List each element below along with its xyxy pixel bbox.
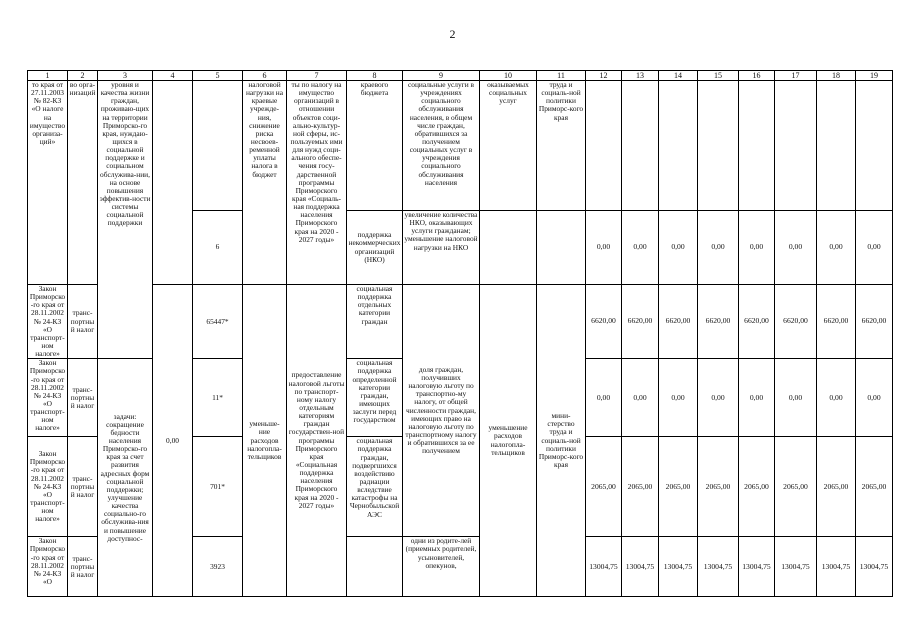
value-cell: 13004,75 [622,537,659,597]
value-cell: 0,00 [775,359,817,437]
value-cell: 2065,00 [659,437,698,537]
value-cell: 0,00 [622,359,659,437]
amount-cell: 0,00 [153,285,193,597]
col-header: 15 [698,71,739,81]
value-cell: 0,00 [586,211,622,285]
value-cell: 0,00 [659,359,698,437]
effect-cell: оказываемых социальных услуг [480,81,537,211]
value-cell: 6620,00 [698,285,739,359]
col-header: 10 [480,71,537,81]
target-cell: социальная поддержка граждан, подвергшихся воздействию радиации вследствие катастрофы на Чернобыльской АЭС [347,437,403,537]
table-row [28,81,893,211]
target-cell: социальная поддержка определенной категории граждан, имеющих заслуги перед государством [347,359,403,437]
value-cell: 13004,75 [586,537,622,597]
empty-cell [153,81,193,285]
col-header: 12 [586,71,622,81]
count-cell: 6 [193,211,243,285]
col-header: 14 [659,71,698,81]
value-cell: 2065,00 [856,437,893,537]
purpose-cell: уменьше-ние расходов налогопла-тельщиков [243,285,287,597]
value-cell: 13004,75 [698,537,739,597]
empty-cell [622,81,659,211]
col-header: 16 [739,71,775,81]
col-header: 4 [153,71,193,81]
header-row [28,71,893,81]
value-cell: 0,00 [698,359,739,437]
law-cell: то края от 27.11.2003 № 82-КЗ «О налоге на имущество организа-ций» [28,81,68,285]
law-cell: Закон Приморско-го края от 28.11.2002 № 24-КЗ «О транспорт-ном налоге» [28,285,68,359]
indicator-cell: увеличение количества НКО, оказывающих услуги гражданам; уменьшение налоговой нагрузки на НКО [403,211,480,285]
value-cell: 2065,00 [739,437,775,537]
value-cell: 0,00 [856,359,893,437]
col-header: 13 [622,71,659,81]
tax-type-cell: транс-портный налог [68,537,98,597]
col-header: 19 [856,71,893,81]
value-cell: 6620,00 [817,285,856,359]
value-cell: 6620,00 [586,285,622,359]
empty-cell [739,81,775,211]
value-cell: 2065,00 [586,437,622,537]
page-number: 2 [449,27,456,41]
value-cell: 0,00 [817,359,856,437]
value-cell: 6620,00 [739,285,775,359]
purpose-cell: налоговой нагрузки на краевые учрежде-ния, снижение риска несвоев-ременной уплаты налога в бюджет [243,81,287,285]
curator-cell: мини-стерство труда и социаль-ной политики Приморс-кого края [537,285,586,597]
goal-cell: уровня и качества жизни граждан, проживаю-щих на территории Приморско-го края, нуждаю-щихся в социальной поддержке и социальном обслужива-нии, на основе повышения эффектив-ности системы социальной поддержки [98,81,153,359]
col-header: 9 [403,71,480,81]
value-cell: 0,00 [739,359,775,437]
empty-cell [480,211,537,285]
value-cell: 6620,00 [659,285,698,359]
value-cell: 13004,75 [659,537,698,597]
value-cell: 2065,00 [698,437,739,537]
empty-cell [698,81,739,211]
empty-cell [347,537,403,597]
col-header: 6 [243,71,287,81]
tax-expenditure-table [27,70,893,597]
col-header: 7 [287,71,347,81]
task-cell: задачи: сокращение бедности населения Приморско-го края за счет развития адресных форм социальной поддержки; улучшение качества социально-го обслужива-ния и повышение доступнос- [98,359,153,597]
law-cell: Закон Приморско-го края от 28.11.2002 № 24-КЗ «О транспорт-ном налоге» [28,437,68,537]
empty-cell [775,81,817,211]
col-header: 5 [193,71,243,81]
value-cell: 13004,75 [739,537,775,597]
count-cell: 11* [193,359,243,437]
empty-cell [817,81,856,211]
indicator-cell: социальные услуги в учреждениях социального обслуживания населения, в общем числе граждан, обратившихся за получением социальных услуг в учреждения социального обслуживания населения [403,81,480,211]
value-cell: 13004,75 [817,537,856,597]
value-cell: 13004,75 [856,537,893,597]
value-cell: 0,00 [586,359,622,437]
col-header: 3 [98,71,153,81]
value-cell: 6620,00 [775,285,817,359]
value-cell: 6620,00 [856,285,893,359]
value-cell: 0,00 [739,211,775,285]
col-header: 17 [775,71,817,81]
value-cell: 2065,00 [817,437,856,537]
count-cell: 65447* [193,285,243,359]
value-cell: 2065,00 [622,437,659,537]
empty-cell [193,81,243,211]
effect-cell: уменьшение расходов налогопла-тельщиков [480,285,537,597]
program-cell: предоставление налоговой льготы по транспорт-ному налогу отдельным категориям граждан государствен-ной программы Приморского края «Социальная поддержка населения Приморского края на 2020 - 2027 годы» [287,285,347,597]
value-cell: 0,00 [659,211,698,285]
col-header: 8 [347,71,403,81]
empty-cell [659,81,698,211]
empty-cell [856,81,893,211]
tax-type-cell: во орга-низаций [68,81,98,285]
indicator-cell: доля граждан, получивших налоговую льготу по транспортно-му налогу, от общей численности граждан, имеющих право на налоговую льготу по транспортному налогу и обратившихся за ее получением [403,285,480,537]
law-cell: Закон Приморско-го края от 28.11.2002 № 24-КЗ «О транспорт-ном налоге» [28,359,68,437]
value-cell: 0,00 [856,211,893,285]
law-cell: Закон Приморско-го края от 28.11.2002 № 24-КЗ «О [28,537,68,597]
tax-type-cell: транс-портный налог [68,359,98,437]
value-cell: 0,00 [775,211,817,285]
empty-cell [586,81,622,211]
tax-type-cell: транс-портный налог [68,285,98,359]
col-header: 2 [68,71,98,81]
program-cell: ты по налогу на имущество организаций в отношении объектов соци-ально-культур-ной сферы, ис-пользуемых ими для нужд соци-ального обеспе-чения госу-дарственной программы Приморского края «Социаль-ная поддержка населения Приморского края на 2020 - 2027 годы» [287,81,347,285]
value-cell: 13004,75 [775,537,817,597]
tax-type-cell: транс-портный налог [68,437,98,537]
count-cell: 3923 [193,537,243,597]
value-cell: 0,00 [698,211,739,285]
value-cell: 0,00 [622,211,659,285]
curator-cell: труда и социаль-ной политики Приморс-кого края [537,81,586,211]
col-header: 1 [28,71,68,81]
table-row [28,285,893,359]
value-cell: 2065,00 [775,437,817,537]
target-cell: социальная поддержка отдельных категории граждан [347,285,403,359]
col-header: 11 [537,71,586,81]
col-header: 18 [817,71,856,81]
count-cell: 701* [193,437,243,537]
empty-cell [537,211,586,285]
indicator-cell: одни из родите-лей (приемных родителей, усыновителей, опекунов, [403,537,480,597]
value-cell: 0,00 [817,211,856,285]
target-cell: поддержка некоммерческих организаций (НКО) [347,211,403,285]
value-cell: 6620,00 [622,285,659,359]
target-cell: краевого бюджета [347,81,403,211]
